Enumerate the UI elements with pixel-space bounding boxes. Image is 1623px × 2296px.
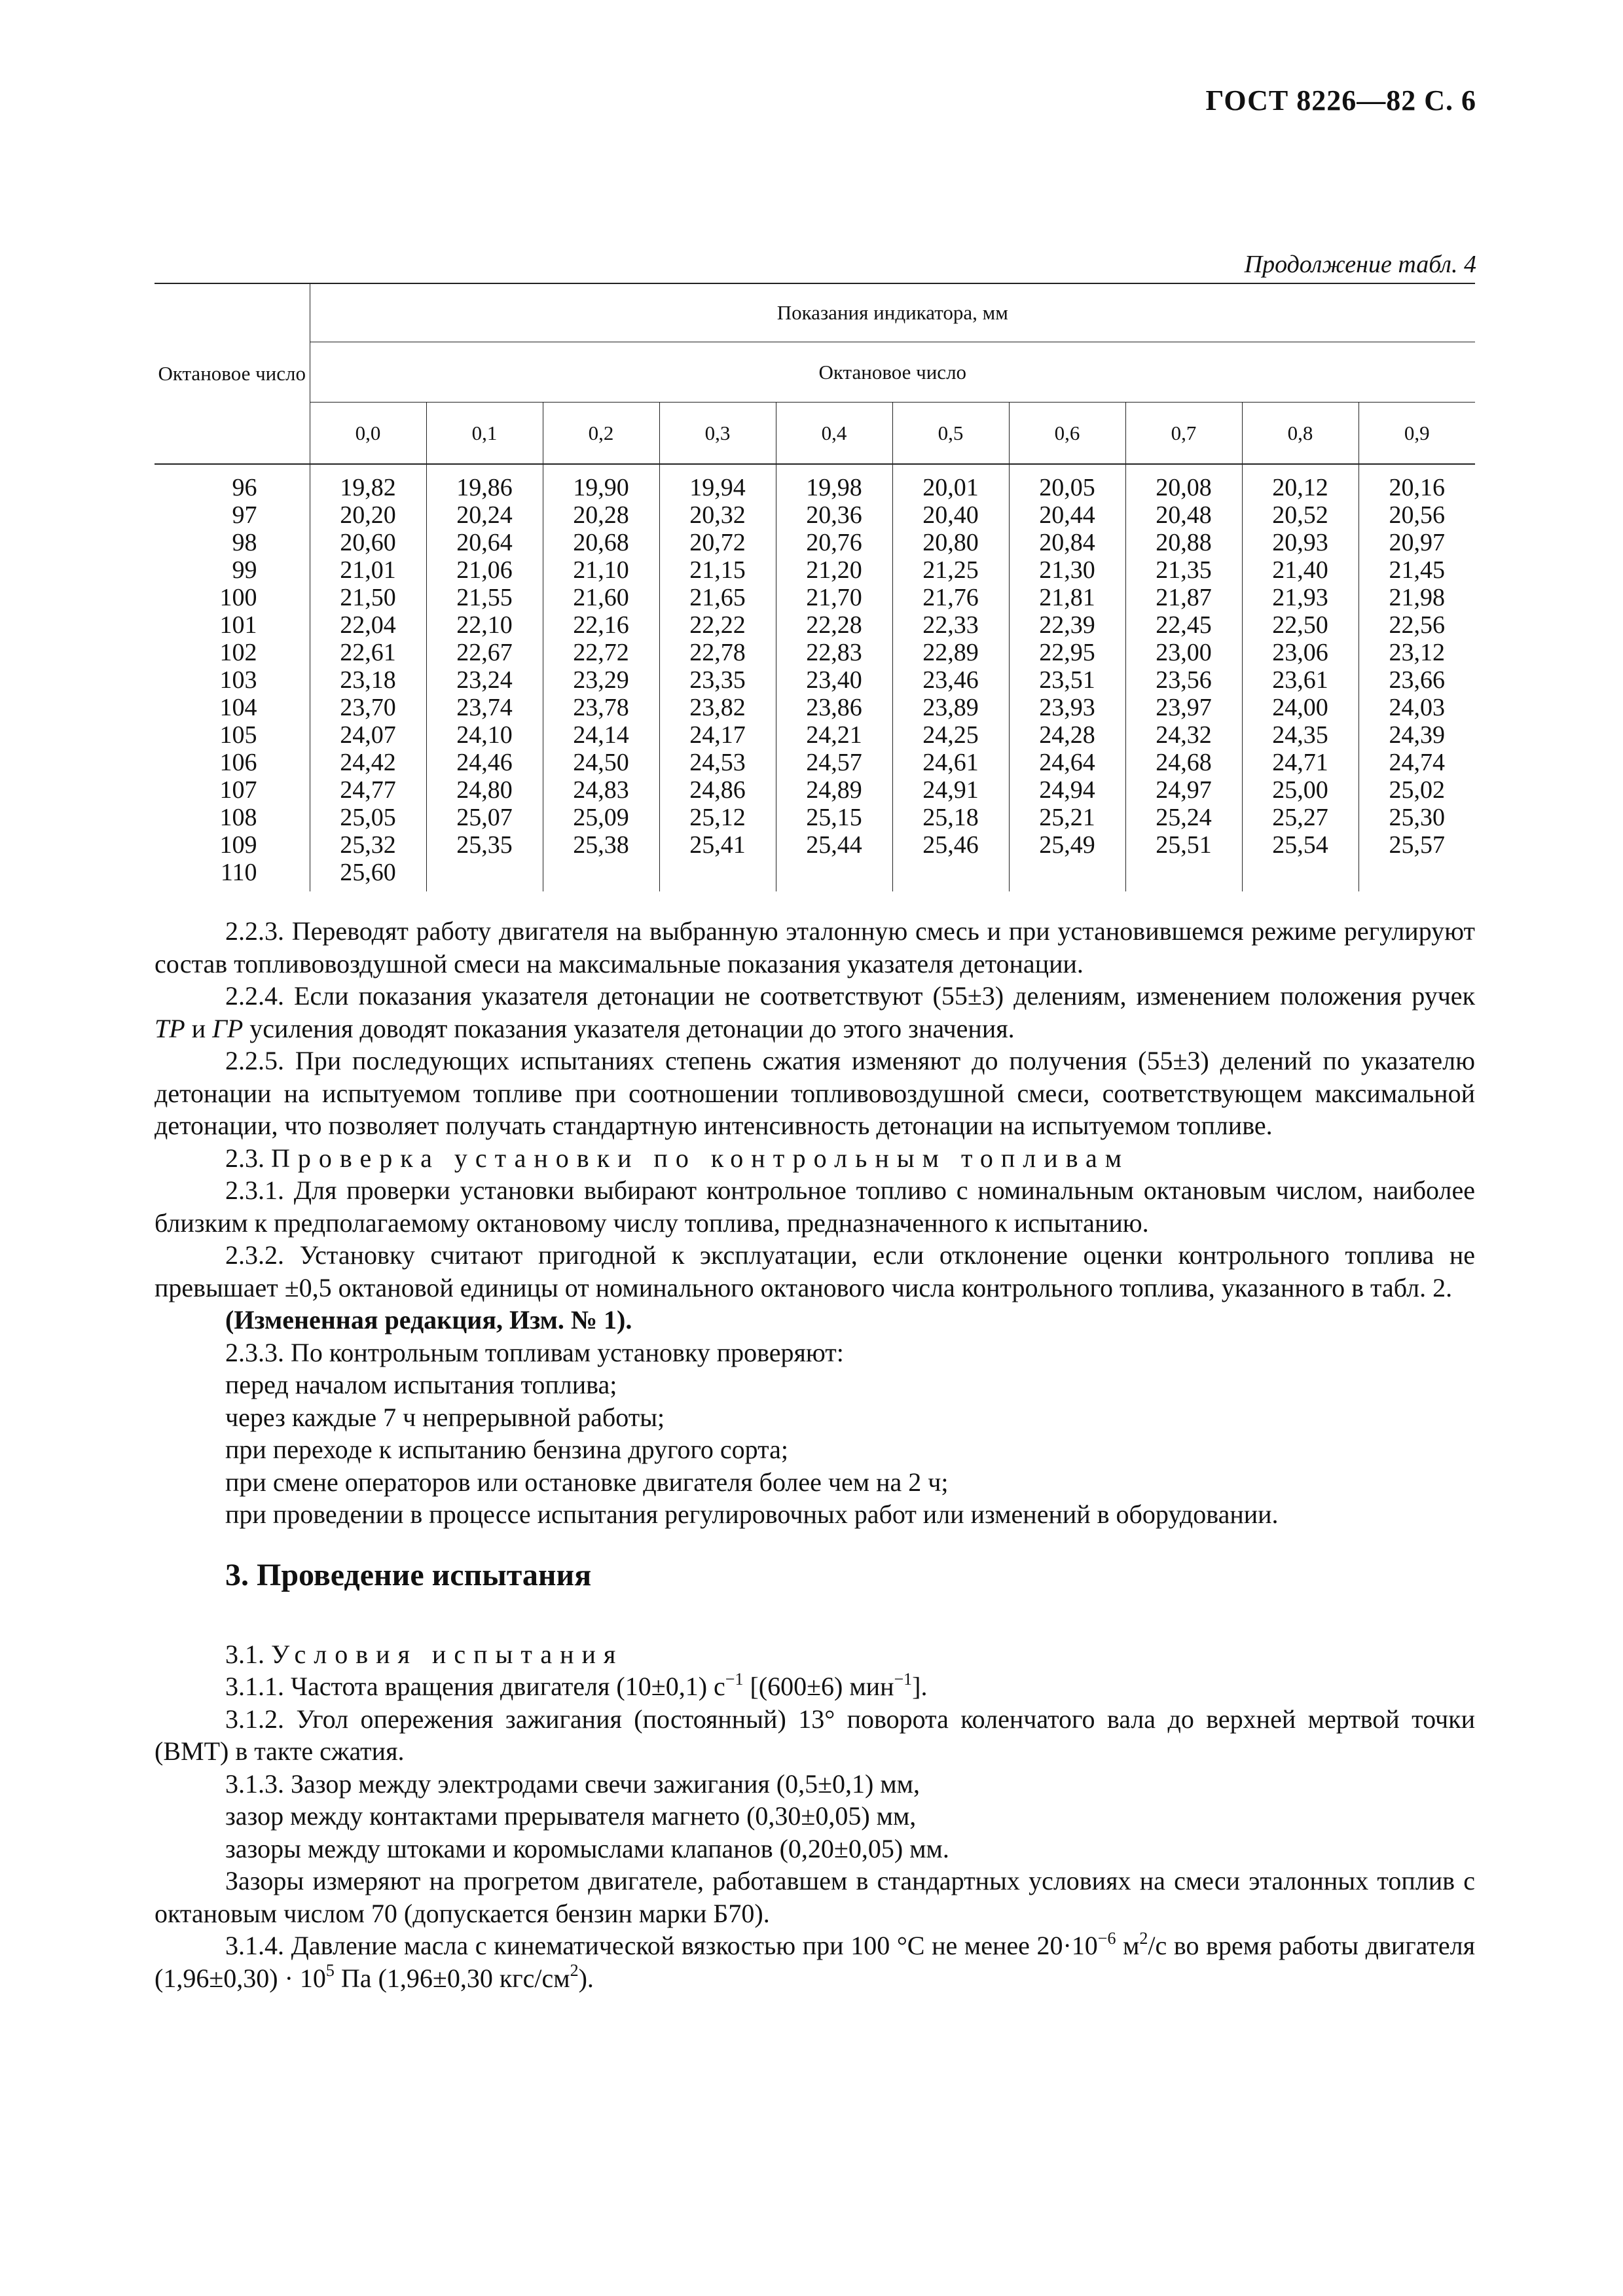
list-item: при проведении в процессе испытания регулировочных работ или изменений в оборудовании. (225, 1499, 1279, 1529)
column-header: 0,1 (426, 403, 543, 465)
column-header: 0,3 (659, 403, 776, 465)
paragraph-2-2-3: 2.2.3. Переводят работу двигателя на выбранную эталонную смесь и при установившемся режиме регулируют состав топливовоздушной смеси на максимальные показания указателя детонации. (155, 916, 1475, 978)
table-row (155, 556, 1475, 584)
reading-cell: 21,45 (1359, 556, 1475, 584)
paragraph-gaps-measured: Зазоры измеряют на прогретом двигателе, работавшем в стандартных условиях на смеси эталонных топлив с октановым числом 70 (допускается бензин марки Б70). (155, 1866, 1475, 1928)
reading-cell: 22,04 (310, 611, 426, 639)
reading-cell: 24,28 (1009, 721, 1125, 749)
indicator-readings-table (155, 283, 1475, 891)
reading-cell (1359, 859, 1475, 891)
reading-cell: 24,10 (426, 721, 543, 749)
reading-cell: 21,65 (659, 584, 776, 611)
reading-cell: 23,74 (426, 694, 543, 721)
reading-cell: 23,97 (1125, 694, 1242, 721)
table-row (155, 529, 1475, 556)
reading-cell: 23,51 (1009, 666, 1125, 694)
reading-cell: 21,40 (1242, 556, 1359, 584)
reading-cell: 20,48 (1125, 501, 1242, 529)
reading-cell: 25,57 (1359, 831, 1475, 859)
table-row (155, 464, 1475, 501)
reading-cell: 25,38 (543, 831, 659, 859)
column-header: 0,7 (1125, 403, 1242, 465)
reading-cell: 20,28 (543, 501, 659, 529)
reading-cell: 22,83 (776, 639, 892, 666)
reading-cell: 24,91 (892, 776, 1009, 804)
reading-cell: 21,30 (1009, 556, 1125, 584)
reading-cell: 24,07 (310, 721, 426, 749)
reading-cell: 20,01 (892, 464, 1009, 501)
list-item: при смене операторов или остановке двигателя более чем на 2 ч; (225, 1467, 949, 1497)
octane-number-cell: 99 (232, 556, 257, 584)
octane-number-cell: 101 (219, 611, 257, 639)
reading-cell: 20,84 (1009, 529, 1125, 556)
page-header: ГОСТ 8226—82 С. 6 (1205, 84, 1476, 117)
reading-cell (659, 859, 776, 891)
reading-cell: 24,68 (1125, 749, 1242, 776)
column-header: 0,5 (892, 403, 1009, 465)
reading-cell: 21,93 (1242, 584, 1359, 611)
list-item: перед началом испытания топлива; (225, 1370, 617, 1399)
octane-number-cell: 107 (219, 776, 257, 804)
reading-cell: 20,08 (1125, 464, 1242, 501)
table-row (155, 776, 1475, 804)
column-header: 0,4 (776, 403, 892, 465)
reading-cell: 20,68 (543, 529, 659, 556)
octane-number-cell: 96 (232, 474, 257, 501)
octane-number-cell: 109 (219, 831, 257, 859)
reading-cell: 24,83 (543, 776, 659, 804)
section-3-title: 3. Проведение испытания (225, 1557, 592, 1592)
reading-cell: 24,39 (1359, 721, 1475, 749)
reading-cell: 23,66 (1359, 666, 1475, 694)
reading-cell: 20,72 (659, 529, 776, 556)
reading-cell: 25,27 (1242, 804, 1359, 831)
paragraph-3-1-3: 3.1.3. Зазор между электродами свечи зажигания (0,5±0,1) мм, (225, 1768, 920, 1799)
table-row (155, 749, 1475, 776)
reading-cell: 21,60 (543, 584, 659, 611)
reading-cell: 23,86 (776, 694, 892, 721)
reading-cell: 22,39 (1009, 611, 1125, 639)
reading-cell: 22,72 (543, 639, 659, 666)
paragraph-2-3-3: 2.3.3. По контрольным топливам установку проверяют: (225, 1337, 844, 1367)
reading-cell: 23,06 (1242, 639, 1359, 666)
octane-number-cell: 103 (219, 666, 257, 694)
reading-cell: 19,82 (310, 464, 426, 501)
reading-cell: 24,77 (310, 776, 426, 804)
paragraph-3-1-4: 3.1.4. Давление масла с кинематической вязкостью при 100 °С не менее $20\cdot 10^{-6}$ $м^2/с$ во время работы двигателя $(1,96\pm 0,30) \cdot 10^5$ Па (1,96±0,30 кгс/$см^2$). (155, 1928, 1475, 1993)
reading-cell: 23,93 (1009, 694, 1125, 721)
amendment-note: (Измененная редакция, Изм. № 1). (225, 1305, 632, 1335)
column-header: 0,8 (1242, 403, 1359, 465)
reading-cell: 21,35 (1125, 556, 1242, 584)
reading-cell: 24,94 (1009, 776, 1125, 804)
table-row (155, 804, 1475, 831)
reading-cell: 21,76 (892, 584, 1009, 611)
table-row (155, 694, 1475, 721)
reading-cell: 25,09 (543, 804, 659, 831)
paragraph-3-1-3-line2: зазор между контактами прерывателя магнето (0,30±0,05) мм, (225, 1801, 917, 1831)
reading-cell: 23,89 (892, 694, 1009, 721)
table-continuation-label: Продолжение табл. 4 (1244, 251, 1476, 278)
column-header: 0,9 (1359, 403, 1475, 465)
reading-cell: 20,16 (1359, 464, 1475, 501)
reading-cell: 19,94 (659, 464, 776, 501)
reading-cell: 23,78 (543, 694, 659, 721)
reading-cell: 23,61 (1242, 666, 1359, 694)
paragraph-2-3-2: 2.3.2. Установку считают пригодной к эксплуатации, если отклонение оценки контрольного топлива не превышает ±0,5 октановой единицы от номинального октанового числа контрольного топлива, указанного в табл. 2. (155, 1240, 1475, 1302)
reading-cell: 25,12 (659, 804, 776, 831)
reading-cell: 20,76 (776, 529, 892, 556)
octane-number-cell: 106 (219, 749, 257, 776)
reading-cell: 24,32 (1125, 721, 1242, 749)
reading-cell: 20,56 (1359, 501, 1475, 529)
reading-cell: 25,24 (1125, 804, 1242, 831)
paragraph-3-1-1: 3.1.1. Частота вращения двигателя (10±0,1) $с^{-1}$ [(600±6) мин$^{-1}$]. (225, 1669, 928, 1701)
reading-cell: 23,40 (776, 666, 892, 694)
reading-cell: 22,50 (1242, 611, 1359, 639)
reading-cell: 21,87 (1125, 584, 1242, 611)
reading-cell: 23,82 (659, 694, 776, 721)
reading-cell: 23,70 (310, 694, 426, 721)
reading-cell: 22,67 (426, 639, 543, 666)
reading-cell: 24,46 (426, 749, 543, 776)
reading-cell: 21,01 (310, 556, 426, 584)
octane-number-cell: 104 (219, 694, 257, 721)
reading-cell (543, 859, 659, 891)
reading-cell: 25,05 (310, 804, 426, 831)
reading-cell: 22,95 (1009, 639, 1125, 666)
reading-cell: 25,41 (659, 831, 776, 859)
table-row (155, 831, 1475, 859)
reading-cell: 21,06 (426, 556, 543, 584)
reading-cell: 24,50 (543, 749, 659, 776)
reading-cell: 22,28 (776, 611, 892, 639)
reading-cell: 25,60 (310, 859, 426, 891)
reading-cell: 25,44 (776, 831, 892, 859)
reading-cell: 22,56 (1359, 611, 1475, 639)
table-row (155, 501, 1475, 529)
octane-number-cell: 98 (232, 529, 257, 556)
reading-cell: 24,64 (1009, 749, 1125, 776)
paragraph-2-3-1: 2.3.1. Для проверки установки выбирают контрольное топливо с номинальным октановым числом, наиболее близким к предполагаемому октановому числу топлива, предназначенного к испытанию. (155, 1175, 1475, 1238)
reading-cell: 20,52 (1242, 501, 1359, 529)
reading-cell: 20,40 (892, 501, 1009, 529)
reading-cell (426, 859, 543, 891)
reading-cell: 22,16 (543, 611, 659, 639)
reading-cell: 20,20 (310, 501, 426, 529)
reading-cell: 24,71 (1242, 749, 1359, 776)
list-item: через каждые 7 ч непрерывной работы; (225, 1402, 665, 1432)
reading-cell: 24,17 (659, 721, 776, 749)
column-header: 0,2 (543, 403, 659, 465)
reading-cell: 21,81 (1009, 584, 1125, 611)
body-text (155, 915, 1475, 1994)
reading-cell: 21,70 (776, 584, 892, 611)
paragraph-3-1-2: 3.1.2. Угол опережения зажигания (постоянный) 13° поворота коленчатого вала до верхней мертвой точки (ВМТ) в такте сжатия. (155, 1704, 1475, 1766)
reading-cell: 24,74 (1359, 749, 1475, 776)
reading-cell: 24,86 (659, 776, 776, 804)
octane-number-cell: 110 (220, 859, 257, 886)
heading-3-1: 3.1. Условия испытания (225, 1639, 624, 1669)
reading-cell: 19,86 (426, 464, 543, 501)
reading-cell: 20,05 (1009, 464, 1125, 501)
reading-cell: 24,35 (1242, 721, 1359, 749)
reading-cell: 25,15 (776, 804, 892, 831)
reading-cell: 25,18 (892, 804, 1009, 831)
reading-cell: 20,36 (776, 501, 892, 529)
reading-cell: 21,98 (1359, 584, 1475, 611)
reading-cell: 21,50 (310, 584, 426, 611)
column-header: 0,0 (310, 403, 426, 465)
table-row (155, 721, 1475, 749)
reading-cell: 21,10 (543, 556, 659, 584)
reading-cell: 22,33 (892, 611, 1009, 639)
group-header: Показания индикатора, мм (310, 283, 1475, 342)
reading-cell: 24,80 (426, 776, 543, 804)
stub-header: Октановое число (155, 283, 310, 464)
reading-cell: 25,32 (310, 831, 426, 859)
reading-cell (776, 859, 892, 891)
reading-cell: 23,56 (1125, 666, 1242, 694)
reading-cell: 24,61 (892, 749, 1009, 776)
table-row (155, 584, 1475, 611)
octane-number-cell: 97 (232, 501, 257, 529)
reading-cell: 23,18 (310, 666, 426, 694)
reading-cell: 24,89 (776, 776, 892, 804)
reading-cell: 25,21 (1009, 804, 1125, 831)
reading-cell: 24,42 (310, 749, 426, 776)
reading-cell: 22,45 (1125, 611, 1242, 639)
reading-cell: 21,20 (776, 556, 892, 584)
octane-number-cell: 100 (219, 584, 257, 611)
reading-cell: 21,55 (426, 584, 543, 611)
reading-cell: 20,24 (426, 501, 543, 529)
reading-cell: 22,22 (659, 611, 776, 639)
reading-cell: 24,21 (776, 721, 892, 749)
paragraph-3-1-3-line3: зазоры между штоками и коромыслами клапанов (0,20±0,05) мм. (225, 1833, 949, 1863)
reading-cell: 20,88 (1125, 529, 1242, 556)
reading-cell: 20,12 (1242, 464, 1359, 501)
reading-cell: 21,25 (892, 556, 1009, 584)
heading-2-3: 2.3. Проверка установки по контрольным топливам (225, 1143, 1130, 1173)
paragraph-2-2-4: 2.2.4. Если показания указателя детонации не соответствуют (55±3) делениям, изменением положения ручек ТР и ГР усиления доводят показания указателя детонации до этого значения. (155, 981, 1475, 1043)
reading-cell: 20,93 (1242, 529, 1359, 556)
reading-cell (1242, 859, 1359, 891)
reading-cell: 24,97 (1125, 776, 1242, 804)
octane-number-cell: 105 (219, 721, 257, 749)
reading-cell: 23,29 (543, 666, 659, 694)
reading-cell: 19,98 (776, 464, 892, 501)
reading-cell: 24,03 (1359, 694, 1475, 721)
reading-cell: 23,00 (1125, 639, 1242, 666)
reading-cell: 22,89 (892, 639, 1009, 666)
reading-cell: 20,64 (426, 529, 543, 556)
reading-cell: 22,78 (659, 639, 776, 666)
reading-cell: 23,35 (659, 666, 776, 694)
reading-cell: 20,80 (892, 529, 1009, 556)
column-header: 0,6 (1009, 403, 1125, 465)
reading-cell: 24,53 (659, 749, 776, 776)
reading-cell: 25,02 (1359, 776, 1475, 804)
reading-cell: 24,25 (892, 721, 1009, 749)
table-row (155, 859, 1475, 891)
reading-cell: 25,07 (426, 804, 543, 831)
reading-cell (892, 859, 1009, 891)
octane-number-cell: 108 (219, 804, 257, 831)
reading-cell: 25,54 (1242, 831, 1359, 859)
reading-cell: 20,32 (659, 501, 776, 529)
table-row (155, 611, 1475, 639)
reading-cell: 25,46 (892, 831, 1009, 859)
reading-cell: 24,14 (543, 721, 659, 749)
reading-cell: 24,57 (776, 749, 892, 776)
reading-cell: 25,00 (1242, 776, 1359, 804)
reading-cell: 20,97 (1359, 529, 1475, 556)
reading-cell: 19,90 (543, 464, 659, 501)
reading-cell: 25,30 (1359, 804, 1475, 831)
octane-number-cell: 102 (219, 639, 257, 666)
reading-cell: 23,46 (892, 666, 1009, 694)
reading-cell: 21,15 (659, 556, 776, 584)
reading-cell: 23,24 (426, 666, 543, 694)
table-row (155, 639, 1475, 666)
reading-cell: 25,49 (1009, 831, 1125, 859)
reading-cell: 20,44 (1009, 501, 1125, 529)
reading-cell: 25,35 (426, 831, 543, 859)
reading-cell: 24,00 (1242, 694, 1359, 721)
paragraph-2-2-5: 2.2.5. При последующих испытаниях степень сжатия изменяют до получения (55±3) делений по указателю детонации на испытуемом топливе при соотношении топливовоздушной смеси, соответствующем максимальной детонации, что позволяет получать стандартную интенсивность детонации на испытуемом топливе. (155, 1046, 1475, 1140)
sub-header: Октановое число (310, 342, 1475, 403)
reading-cell (1009, 859, 1125, 891)
reading-cell: 22,10 (426, 611, 543, 639)
reading-cell: 23,12 (1359, 639, 1475, 666)
table-body (155, 464, 1475, 891)
table-row (155, 666, 1475, 694)
reading-cell: 25,51 (1125, 831, 1242, 859)
reading-cell (1125, 859, 1242, 891)
list-item: при переходе к испытанию бензина другого сорта; (225, 1435, 788, 1464)
reading-cell: 22,61 (310, 639, 426, 666)
reading-cell: 20,60 (310, 529, 426, 556)
column-header-row (155, 403, 1475, 465)
